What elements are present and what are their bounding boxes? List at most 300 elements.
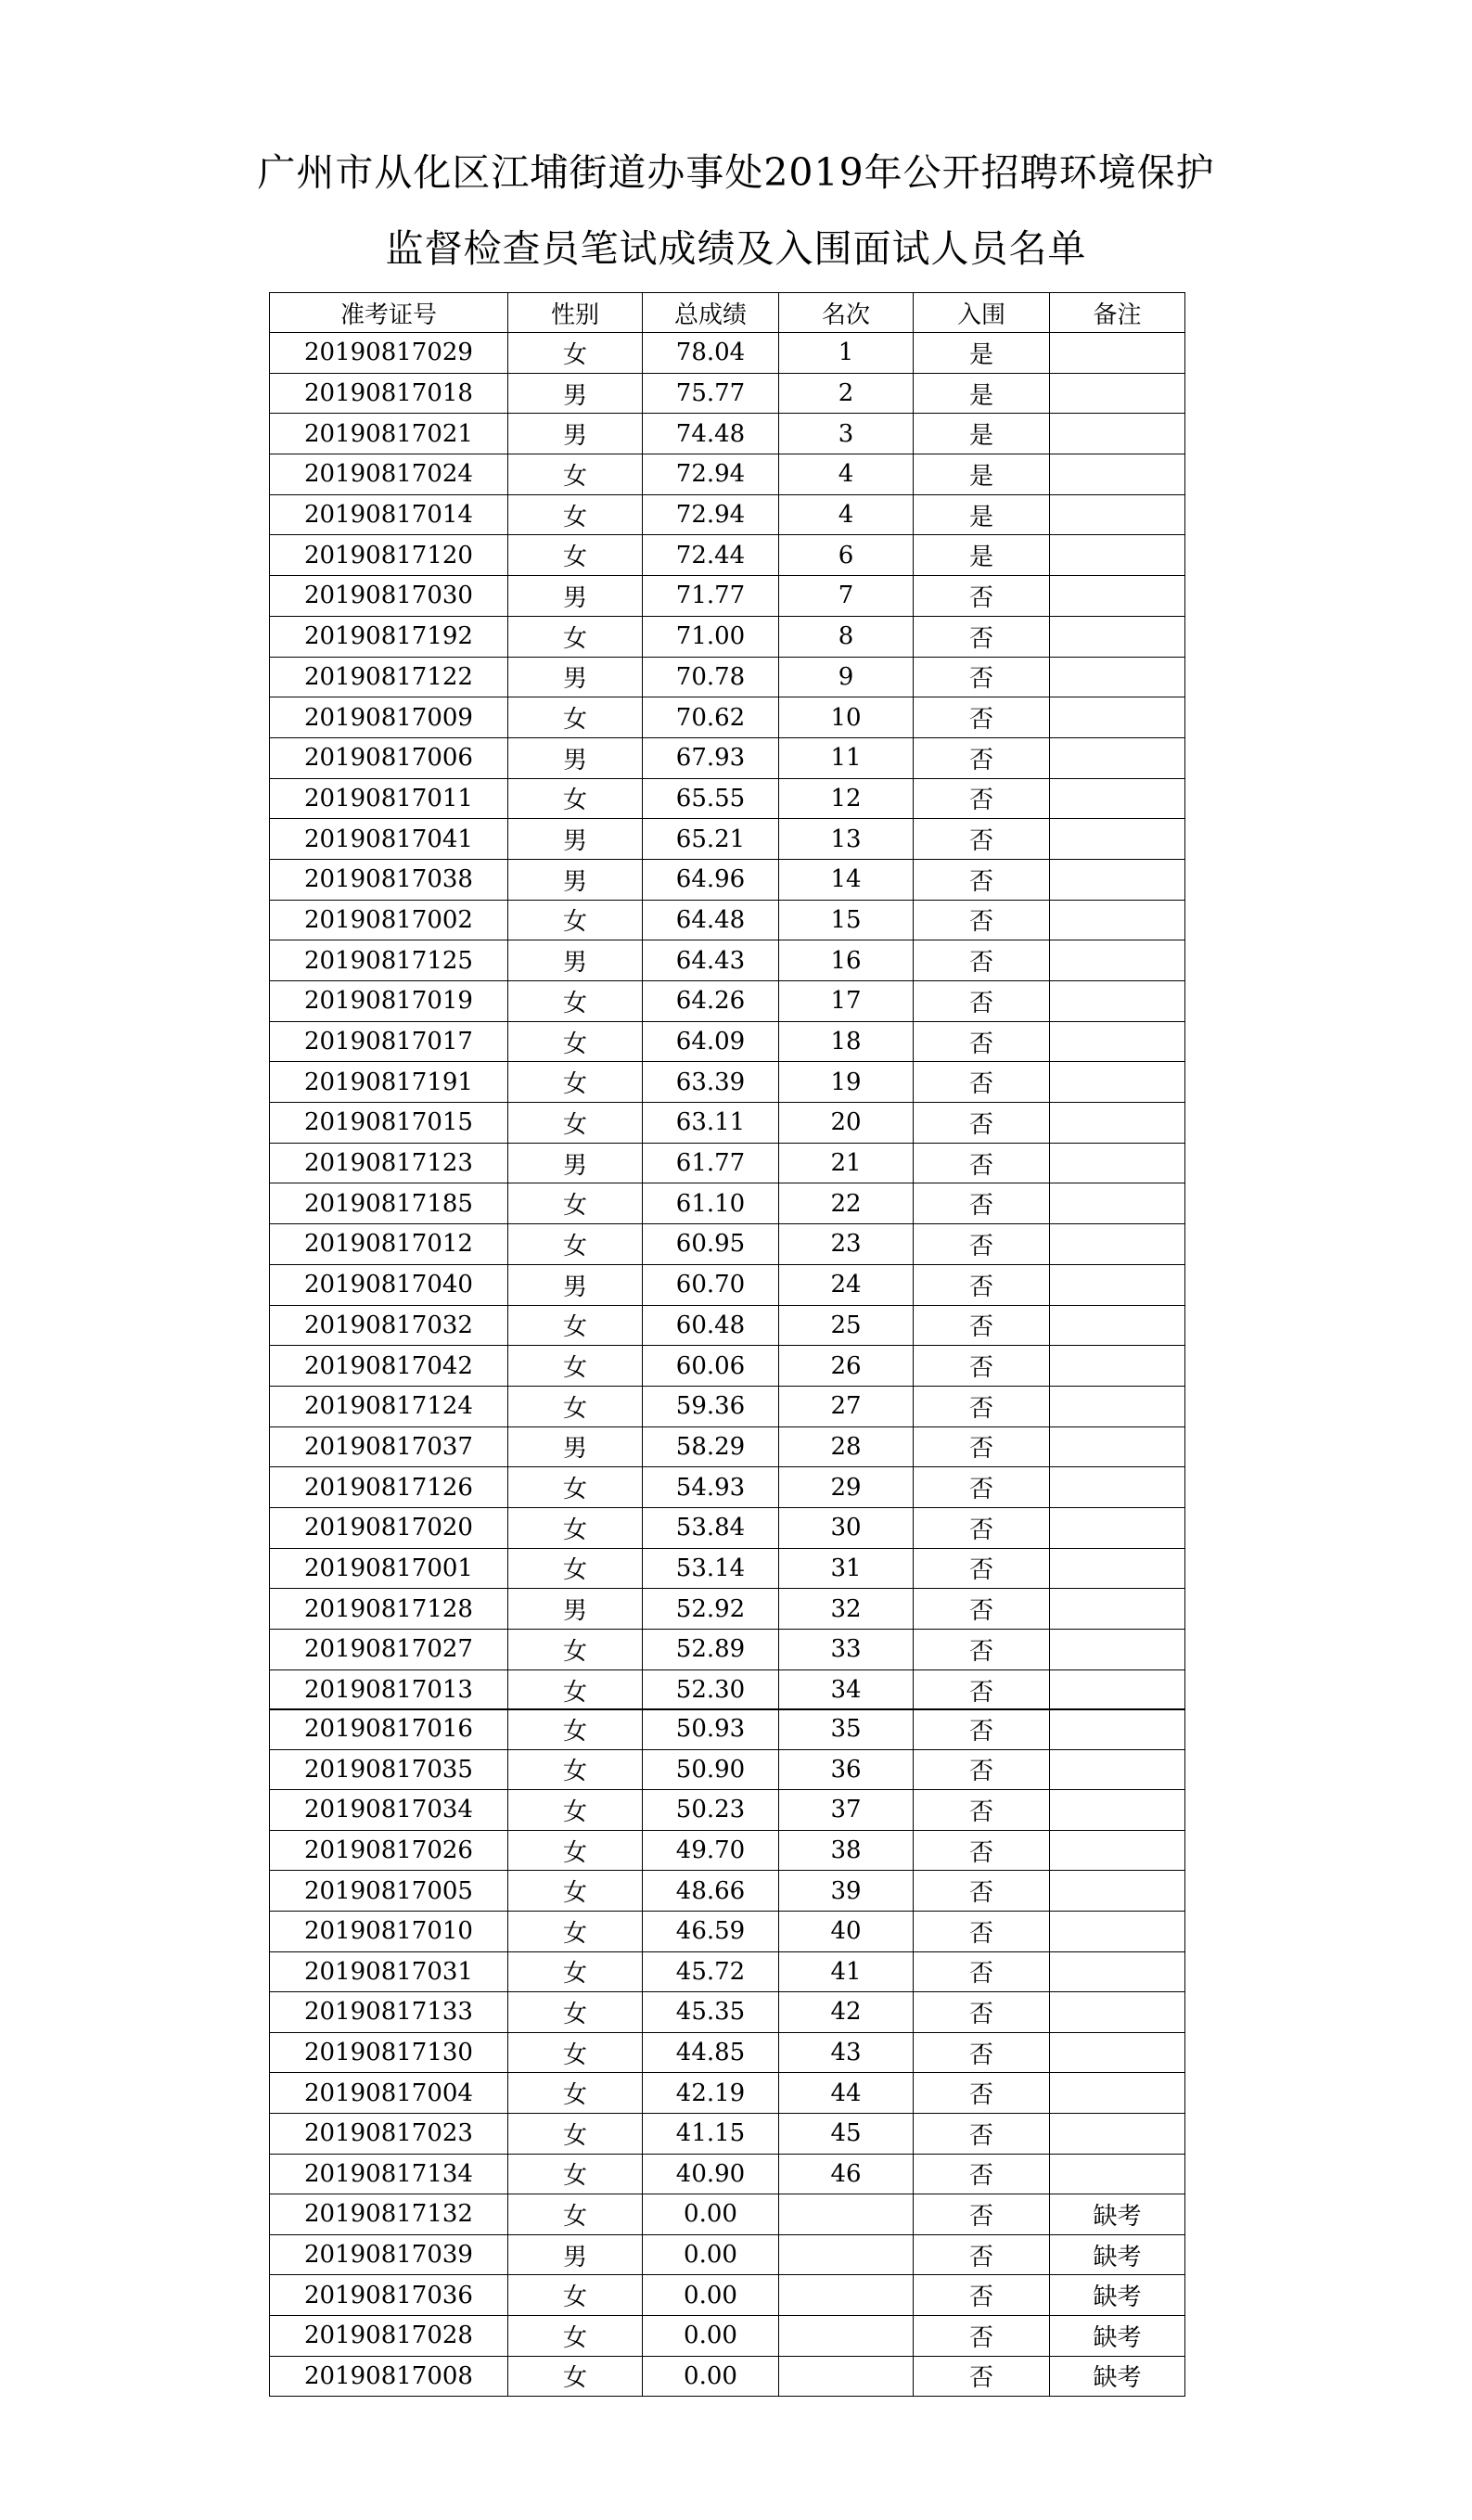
cell-shortlisted: 否: [914, 2194, 1050, 2235]
cell-remarks: [1050, 576, 1185, 617]
cell-exam-id: 20190817005: [270, 1871, 508, 1912]
cell-gender: 女: [508, 2032, 643, 2073]
table-row: [270, 1386, 1185, 1426]
cell-remarks: [1050, 1548, 1185, 1589]
cell-gender: 男: [508, 859, 643, 900]
cell-shortlisted: 否: [914, 737, 1050, 778]
cell-remarks: 缺考: [1050, 2275, 1185, 2316]
cell-exam-id: 20190817026: [270, 1830, 508, 1871]
cell-exam-id: 20190817027: [270, 1630, 508, 1670]
cell-remarks: [1050, 1630, 1185, 1670]
cell-gender: 女: [508, 1749, 643, 1790]
page-title-line-2: 监督检查员笔试成绩及入围面试人员名单: [385, 226, 1087, 271]
table-row: [270, 859, 1185, 900]
cell-total-score: 58.29: [643, 1426, 779, 1467]
cell-remarks: [1050, 737, 1185, 778]
cell-total-score: 0.00: [643, 2275, 779, 2316]
cell-exam-id: 20190817021: [270, 414, 508, 454]
cell-total-score: 75.77: [643, 373, 779, 414]
cell-gender: 女: [508, 697, 643, 738]
cell-remarks: [1050, 1346, 1185, 1387]
cell-exam-id: 20190817031: [270, 1951, 508, 1992]
cell-exam-id: 20190817016: [270, 1709, 508, 1750]
table-row: [270, 1346, 1185, 1387]
cell-rank: 11: [779, 737, 914, 778]
cell-exam-id: 20190817012: [270, 1224, 508, 1265]
table-row: [270, 981, 1185, 1022]
cell-total-score: 67.93: [643, 737, 779, 778]
cell-rank: 9: [779, 657, 914, 697]
cell-rank: 2: [779, 373, 914, 414]
table-row: [270, 2356, 1185, 2397]
cell-total-score: 52.92: [643, 1589, 779, 1630]
cell-total-score: 60.48: [643, 1305, 779, 1346]
cell-total-score: 60.95: [643, 1224, 779, 1265]
cell-gender: 女: [508, 454, 643, 495]
cell-exam-id: 20190817128: [270, 1589, 508, 1630]
results-table-body-part-2: [270, 1709, 1185, 2397]
cell-exam-id: 20190817133: [270, 1992, 508, 2033]
cell-total-score: 70.78: [643, 657, 779, 697]
cell-exam-id: 20190817185: [270, 1183, 508, 1224]
cell-rank: 44: [779, 2073, 914, 2114]
cell-exam-id: 20190817017: [270, 1021, 508, 1062]
cell-exam-id: 20190817132: [270, 2194, 508, 2235]
cell-gender: 女: [508, 333, 643, 374]
table-row: [270, 1143, 1185, 1183]
cell-total-score: 60.70: [643, 1264, 779, 1305]
cell-total-score: 72.94: [643, 494, 779, 535]
cell-shortlisted: 否: [914, 1346, 1050, 1387]
cell-remarks: [1050, 1669, 1185, 1710]
cell-rank: 25: [779, 1305, 914, 1346]
cell-total-score: 50.90: [643, 1749, 779, 1790]
cell-rank: 37: [779, 1790, 914, 1831]
cell-gender: 女: [508, 1467, 643, 1508]
cell-rank: 39: [779, 1871, 914, 1912]
cell-gender: 女: [508, 1830, 643, 1871]
cell-shortlisted: 否: [914, 2234, 1050, 2275]
table-row: [270, 1911, 1185, 1951]
cell-total-score: 59.36: [643, 1386, 779, 1426]
table-row: [270, 2234, 1185, 2275]
cell-rank: 38: [779, 1830, 914, 1871]
cell-remarks: [1050, 535, 1185, 576]
cell-shortlisted: 否: [914, 657, 1050, 697]
header-total-score: 总成绩: [643, 293, 779, 333]
cell-total-score: 65.21: [643, 819, 779, 860]
cell-gender: 女: [508, 1951, 643, 1992]
cell-gender: 男: [508, 576, 643, 617]
cell-gender: 女: [508, 1911, 643, 1951]
cell-exam-id: 20190817038: [270, 859, 508, 900]
cell-shortlisted: 是: [914, 535, 1050, 576]
cell-rank: 4: [779, 494, 914, 535]
cell-remarks: [1050, 1021, 1185, 1062]
cell-total-score: 74.48: [643, 414, 779, 454]
cell-shortlisted: 否: [914, 1630, 1050, 1670]
cell-total-score: 72.44: [643, 535, 779, 576]
table-row: [270, 1062, 1185, 1103]
cell-total-score: 54.93: [643, 1467, 779, 1508]
cell-rank: 30: [779, 1507, 914, 1548]
cell-remarks: [1050, 1305, 1185, 1346]
cell-exam-id: 20190817018: [270, 373, 508, 414]
cell-rank: 4: [779, 454, 914, 495]
cell-shortlisted: 否: [914, 1386, 1050, 1426]
cell-gender: 女: [508, 1305, 643, 1346]
cell-shortlisted: 否: [914, 2073, 1050, 2114]
cell-shortlisted: 否: [914, 778, 1050, 819]
cell-exam-id: 20190817124: [270, 1386, 508, 1426]
cell-remarks: [1050, 1062, 1185, 1103]
cell-total-score: 53.14: [643, 1548, 779, 1589]
cell-gender: 女: [508, 1062, 643, 1103]
cell-remarks: [1050, 981, 1185, 1022]
cell-remarks: [1050, 1992, 1185, 2033]
table-row: [270, 1548, 1185, 1589]
cell-total-score: 52.89: [643, 1630, 779, 1670]
table-row: [270, 737, 1185, 778]
table-row: [270, 1224, 1185, 1265]
cell-shortlisted: 否: [914, 2154, 1050, 2194]
cell-remarks: [1050, 333, 1185, 374]
cell-total-score: 64.43: [643, 940, 779, 981]
cell-shortlisted: 否: [914, 1589, 1050, 1630]
cell-rank: 40: [779, 1911, 914, 1951]
cell-total-score: 61.10: [643, 1183, 779, 1224]
cell-exam-id: 20190817042: [270, 1346, 508, 1387]
cell-remarks: [1050, 414, 1185, 454]
table-row: [270, 2032, 1185, 2073]
cell-gender: 男: [508, 1426, 643, 1467]
cell-remarks: [1050, 1589, 1185, 1630]
cell-total-score: 64.96: [643, 859, 779, 900]
cell-shortlisted: 否: [914, 2113, 1050, 2154]
cell-total-score: 42.19: [643, 2073, 779, 2114]
cell-exam-id: 20190817034: [270, 1790, 508, 1831]
cell-total-score: 45.35: [643, 1992, 779, 2033]
cell-total-score: 48.66: [643, 1871, 779, 1912]
cell-exam-id: 20190817023: [270, 2113, 508, 2154]
cell-gender: 女: [508, 2113, 643, 2154]
header-shortlisted: 入围: [914, 293, 1050, 333]
cell-remarks: [1050, 1871, 1185, 1912]
cell-remarks: [1050, 819, 1185, 860]
cell-shortlisted: 否: [914, 2315, 1050, 2356]
cell-shortlisted: 否: [914, 616, 1050, 657]
table-row: [270, 1630, 1185, 1670]
cell-remarks: [1050, 697, 1185, 738]
header-gender: 性别: [508, 293, 643, 333]
table-row: [270, 900, 1185, 940]
cell-rank: 23: [779, 1224, 914, 1265]
table-row: [270, 1507, 1185, 1548]
cell-rank: 32: [779, 1589, 914, 1630]
table-row: [270, 2154, 1185, 2194]
table-row: [270, 1871, 1185, 1912]
cell-remarks: [1050, 1386, 1185, 1426]
cell-rank: [779, 2194, 914, 2235]
cell-remarks: [1050, 494, 1185, 535]
cell-shortlisted: 是: [914, 373, 1050, 414]
cell-gender: 女: [508, 981, 643, 1022]
cell-rank: 45: [779, 2113, 914, 2154]
cell-exam-id: 20190817125: [270, 940, 508, 981]
cell-remarks: [1050, 1183, 1185, 1224]
table-header-row: [270, 293, 1185, 333]
cell-rank: 21: [779, 1143, 914, 1183]
cell-gender: 女: [508, 1183, 643, 1224]
cell-remarks: [1050, 616, 1185, 657]
table-row: [270, 1992, 1185, 2033]
cell-shortlisted: 否: [914, 1790, 1050, 1831]
cell-remarks: 缺考: [1050, 2234, 1185, 2275]
cell-exam-id: 20190817020: [270, 1507, 508, 1548]
cell-gender: 女: [508, 494, 643, 535]
cell-rank: 29: [779, 1467, 914, 1508]
cell-shortlisted: 否: [914, 1183, 1050, 1224]
cell-remarks: [1050, 778, 1185, 819]
cell-exam-id: 20190817123: [270, 1143, 508, 1183]
table-row: [270, 1669, 1185, 1710]
cell-total-score: 61.77: [643, 1143, 779, 1183]
cell-exam-id: 20190817024: [270, 454, 508, 495]
cell-gender: 女: [508, 1021, 643, 1062]
cell-rank: 3: [779, 414, 914, 454]
cell-gender: 女: [508, 1992, 643, 2033]
header-remarks: 备注: [1050, 293, 1185, 333]
cell-exam-id: 20190817037: [270, 1426, 508, 1467]
cell-gender: 女: [508, 900, 643, 940]
cell-rank: 6: [779, 535, 914, 576]
cell-shortlisted: 否: [914, 697, 1050, 738]
cell-exam-id: 20190817120: [270, 535, 508, 576]
cell-exam-id: 20190817006: [270, 737, 508, 778]
cell-gender: 男: [508, 1589, 643, 1630]
cell-remarks: [1050, 1103, 1185, 1144]
page-title-line-1: 广州市从化区江埔街道办事处2019年公开招聘环境保护: [257, 150, 1215, 195]
cell-total-score: 64.09: [643, 1021, 779, 1062]
cell-gender: 女: [508, 2275, 643, 2316]
table-row: [270, 454, 1185, 495]
cell-remarks: [1050, 1507, 1185, 1548]
cell-gender: 女: [508, 1709, 643, 1750]
cell-shortlisted: 否: [914, 1224, 1050, 1265]
cell-total-score: 0.00: [643, 2234, 779, 2275]
cell-exam-id: 20190817192: [270, 616, 508, 657]
cell-shortlisted: 是: [914, 414, 1050, 454]
cell-remarks: 缺考: [1050, 2356, 1185, 2397]
cell-exam-id: 20190817032: [270, 1305, 508, 1346]
table-row: [270, 778, 1185, 819]
cell-rank: 24: [779, 1264, 914, 1305]
cell-remarks: [1050, 1790, 1185, 1831]
cell-total-score: 72.94: [643, 454, 779, 495]
table-row: [270, 373, 1185, 414]
cell-rank: 35: [779, 1709, 914, 1750]
cell-gender: 男: [508, 2234, 643, 2275]
cell-gender: 女: [508, 1790, 643, 1831]
cell-remarks: [1050, 2032, 1185, 2073]
cell-gender: 女: [508, 2154, 643, 2194]
cell-rank: [779, 2275, 914, 2316]
cell-total-score: 40.90: [643, 2154, 779, 2194]
cell-total-score: 60.06: [643, 1346, 779, 1387]
table-row: [270, 616, 1185, 657]
cell-total-score: 0.00: [643, 2194, 779, 2235]
cell-exam-id: 20190817191: [270, 1062, 508, 1103]
cell-total-score: 45.72: [643, 1951, 779, 1992]
cell-shortlisted: 否: [914, 981, 1050, 1022]
cell-remarks: [1050, 859, 1185, 900]
table-row: [270, 697, 1185, 738]
cell-exam-id: 20190817039: [270, 2234, 508, 2275]
results-table-body-part-1: [270, 333, 1185, 1710]
cell-remarks: [1050, 1830, 1185, 1871]
cell-rank: 12: [779, 778, 914, 819]
table-row: [270, 494, 1185, 535]
cell-remarks: [1050, 1749, 1185, 1790]
table-row: [270, 1426, 1185, 1467]
table-row: [270, 1264, 1185, 1305]
cell-remarks: 缺考: [1050, 2194, 1185, 2235]
cell-gender: 女: [508, 1386, 643, 1426]
cell-exam-id: 20190817014: [270, 494, 508, 535]
cell-remarks: [1050, 373, 1185, 414]
cell-rank: 16: [779, 940, 914, 981]
table-row: [270, 1709, 1185, 1750]
cell-shortlisted: 否: [914, 1103, 1050, 1144]
cell-rank: 20: [779, 1103, 914, 1144]
cell-exam-id: 20190817130: [270, 2032, 508, 2073]
cell-gender: 女: [508, 1346, 643, 1387]
cell-exam-id: 20190817011: [270, 778, 508, 819]
cell-shortlisted: 否: [914, 576, 1050, 617]
cell-rank: 28: [779, 1426, 914, 1467]
cell-gender: 女: [508, 2315, 643, 2356]
cell-exam-id: 20190817122: [270, 657, 508, 697]
cell-rank: [779, 2315, 914, 2356]
cell-total-score: 0.00: [643, 2315, 779, 2356]
table-row: [270, 2113, 1185, 2154]
cell-remarks: [1050, 1224, 1185, 1265]
cell-rank: 26: [779, 1346, 914, 1387]
cell-shortlisted: 否: [914, 2275, 1050, 2316]
cell-exam-id: 20190817015: [270, 1103, 508, 1144]
cell-shortlisted: 是: [914, 333, 1050, 374]
cell-remarks: [1050, 1264, 1185, 1305]
cell-total-score: 50.93: [643, 1709, 779, 1750]
cell-exam-id: 20190817040: [270, 1264, 508, 1305]
table-row: [270, 2073, 1185, 2114]
cell-gender: 女: [508, 2194, 643, 2235]
cell-rank: 22: [779, 1183, 914, 1224]
cell-shortlisted: 否: [914, 859, 1050, 900]
cell-rank: 43: [779, 2032, 914, 2073]
cell-remarks: [1050, 1951, 1185, 1992]
cell-shortlisted: 否: [914, 2032, 1050, 2073]
cell-exam-id: 20190817030: [270, 576, 508, 617]
cell-shortlisted: 否: [914, 819, 1050, 860]
table-row: [270, 1790, 1185, 1831]
cell-shortlisted: 否: [914, 1871, 1050, 1912]
cell-exam-id: 20190817035: [270, 1749, 508, 1790]
table-row: [270, 576, 1185, 617]
cell-remarks: [1050, 900, 1185, 940]
cell-total-score: 53.84: [643, 1507, 779, 1548]
table-row: [270, 1951, 1185, 1992]
cell-shortlisted: 否: [914, 940, 1050, 981]
cell-rank: 36: [779, 1749, 914, 1790]
cell-exam-id: 20190817019: [270, 981, 508, 1022]
table-row: [270, 1467, 1185, 1508]
cell-exam-id: 20190817004: [270, 2073, 508, 2114]
cell-total-score: 70.62: [643, 697, 779, 738]
cell-exam-id: 20190817013: [270, 1669, 508, 1710]
cell-exam-id: 20190817029: [270, 333, 508, 374]
cell-rank: 42: [779, 1992, 914, 2033]
table-row: [270, 2275, 1185, 2316]
cell-rank: 41: [779, 1951, 914, 1992]
cell-total-score: 0.00: [643, 2356, 779, 2397]
cell-gender: 男: [508, 373, 643, 414]
header-exam-id: 准考证号: [270, 293, 508, 333]
cell-exam-id: 20190817134: [270, 2154, 508, 2194]
cell-gender: 女: [508, 2073, 643, 2114]
cell-gender: 女: [508, 1224, 643, 1265]
cell-shortlisted: 是: [914, 494, 1050, 535]
table-row: [270, 1183, 1185, 1224]
table-row: [270, 819, 1185, 860]
cell-gender: 男: [508, 737, 643, 778]
cell-total-score: 64.26: [643, 981, 779, 1022]
cell-shortlisted: 否: [914, 1305, 1050, 1346]
cell-rank: 46: [779, 2154, 914, 2194]
cell-total-score: 46.59: [643, 1911, 779, 1951]
cell-total-score: 50.23: [643, 1790, 779, 1831]
table-row: [270, 940, 1185, 981]
cell-shortlisted: 否: [914, 1426, 1050, 1467]
cell-remarks: [1050, 657, 1185, 697]
cell-gender: 女: [508, 535, 643, 576]
cell-gender: 女: [508, 1103, 643, 1144]
cell-total-score: 71.77: [643, 576, 779, 617]
cell-shortlisted: 否: [914, 1992, 1050, 2033]
cell-total-score: 44.85: [643, 2032, 779, 2073]
cell-shortlisted: 否: [914, 1830, 1050, 1871]
cell-exam-id: 20190817010: [270, 1911, 508, 1951]
cell-rank: 19: [779, 1062, 914, 1103]
cell-total-score: 71.00: [643, 616, 779, 657]
results-table-part-2: [269, 1708, 1185, 2397]
table-row: [270, 1830, 1185, 1871]
cell-shortlisted: 否: [914, 1143, 1050, 1183]
cell-remarks: [1050, 940, 1185, 981]
cell-rank: 8: [779, 616, 914, 657]
cell-gender: 女: [508, 1548, 643, 1589]
cell-gender: 男: [508, 819, 643, 860]
cell-remarks: [1050, 1467, 1185, 1508]
cell-rank: 13: [779, 819, 914, 860]
cell-remarks: 缺考: [1050, 2315, 1185, 2356]
cell-shortlisted: 否: [914, 1548, 1050, 1589]
cell-rank: 1: [779, 333, 914, 374]
cell-remarks: [1050, 1143, 1185, 1183]
cell-gender: 女: [508, 1669, 643, 1710]
table-row: [270, 535, 1185, 576]
table-row: [270, 2194, 1185, 2235]
